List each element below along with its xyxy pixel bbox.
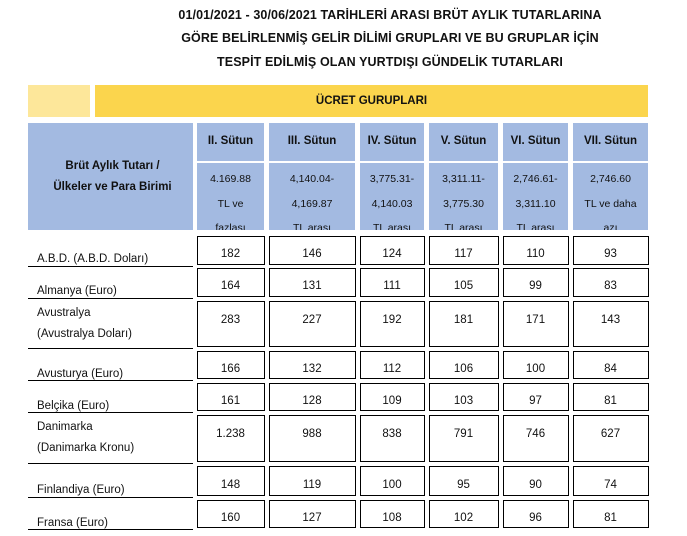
cell-border-right — [498, 268, 499, 297]
column-range-line: TL ve — [217, 198, 244, 210]
cell-border-right — [264, 268, 265, 297]
table-cell: 1.238 — [216, 428, 245, 440]
row-label-line: Avustralya — [37, 307, 91, 319]
table-cell: 93 — [604, 248, 617, 260]
cell-border-right — [568, 383, 569, 411]
table-cell: 111 — [383, 280, 401, 292]
cell-border-bottom — [360, 410, 424, 411]
cell-border-top — [503, 301, 568, 302]
table-cell: 81 — [604, 394, 617, 407]
cell-border-right — [264, 351, 265, 379]
column-header-6: VI. Sütun — [503, 123, 568, 161]
row-label — [37, 513, 108, 534]
cell-border-top — [429, 301, 498, 302]
cell-border-top — [360, 415, 424, 416]
row-label-line: Fransa (Euro) — [37, 516, 108, 529]
column-range-4 — [360, 163, 424, 230]
cell-border-top — [269, 268, 355, 269]
row-label-line: Finlandiya (Euro) — [37, 483, 125, 496]
cell-border-top — [573, 415, 648, 416]
cell-border-right — [648, 351, 649, 379]
row-label — [37, 417, 134, 459]
cell-border-right — [424, 383, 425, 411]
table-cell: 131 — [302, 280, 322, 292]
cell-border-bottom — [197, 461, 264, 462]
cell-border-top — [360, 351, 424, 352]
header-left-cell — [28, 123, 193, 230]
cell-border-bottom — [429, 346, 498, 347]
cell-border-right — [568, 351, 569, 379]
table-cell: 283 — [220, 313, 241, 326]
column-header-2: II. Sütun — [197, 123, 264, 161]
cell-border-bottom — [197, 346, 264, 347]
column-range-line: 4,169.87 — [291, 198, 333, 210]
table-cell: 90 — [529, 478, 542, 491]
table-cell: 192 — [382, 313, 402, 326]
column-range-3 — [269, 163, 355, 230]
table-cell: 161 — [220, 394, 241, 407]
table-cell: 117 — [454, 248, 473, 260]
cell-border-top — [360, 301, 424, 302]
cell-border-top — [360, 466, 424, 467]
cell-border-bottom — [503, 410, 568, 411]
cell-border-bottom — [197, 495, 264, 496]
cell-border-right — [498, 466, 499, 496]
cell-border-bottom — [197, 378, 264, 379]
cell-border-right — [568, 500, 569, 528]
table-cell: 102 — [453, 511, 474, 524]
cell-border-bottom — [429, 410, 498, 411]
column-range-line: 3,775.31- — [369, 173, 415, 185]
table-cell: 127 — [302, 511, 322, 524]
cell-border-right — [264, 236, 265, 265]
cell-border-right — [264, 500, 265, 528]
cell-border-bottom — [269, 296, 355, 297]
row-label-line: Belçika (Euro) — [37, 399, 110, 412]
table-cell: 128 — [302, 394, 322, 407]
row-label-line: Avusturya (Euro) — [37, 367, 124, 380]
cell-border-right — [498, 301, 499, 347]
cell-border-right — [648, 236, 649, 265]
table-cell: 143 — [600, 313, 621, 326]
row-label-line: A.B.D. (A.B.D. Doları) — [37, 253, 149, 265]
table-cell: 838 — [382, 428, 402, 440]
cell-border-top — [269, 383, 355, 384]
row-label — [37, 396, 109, 417]
column-range-line: 3,311.10 — [515, 198, 556, 210]
row-label-line: (Avustralya Doları) — [37, 328, 133, 340]
cell-border-bottom — [573, 378, 648, 379]
cell-border-top — [197, 268, 264, 269]
cell-border-right — [424, 351, 425, 379]
table-cell: 112 — [382, 362, 402, 375]
cell-border-bottom — [269, 495, 355, 496]
cell-border-bottom — [573, 495, 648, 496]
table-cell: 166 — [220, 362, 241, 375]
cell-border-right — [568, 236, 569, 265]
table-cell: 83 — [604, 280, 617, 292]
cell-border-top — [360, 500, 424, 501]
cell-border-right — [264, 383, 265, 411]
cell-border-top — [197, 236, 264, 237]
column-range-line: fazlası — [215, 222, 246, 230]
cell-border-bottom — [429, 527, 498, 528]
cell-border-bottom — [503, 378, 568, 379]
cell-border-bottom — [360, 495, 424, 496]
cell-border-right — [264, 466, 265, 496]
table-cell: 146 — [302, 248, 322, 260]
cell-border-top — [197, 415, 264, 416]
cell-border-bottom — [360, 527, 424, 528]
cell-border-right — [568, 466, 569, 496]
table-cell: 132 — [302, 362, 322, 375]
table-cell: 110 — [526, 248, 545, 260]
cell-border-bottom — [503, 527, 568, 528]
cell-border-bottom — [360, 461, 424, 462]
cell-border-top — [429, 268, 498, 269]
cell-border-top — [573, 268, 648, 269]
table-cell: 95 — [457, 478, 470, 491]
column-range-line: 2,746.61- — [513, 173, 558, 185]
cell-border-bottom — [429, 495, 498, 496]
band-corner — [28, 85, 90, 117]
cell-border-top — [503, 383, 568, 384]
column-range-7 — [573, 163, 648, 230]
cell-border-right — [264, 301, 265, 347]
table-cell: 84 — [604, 362, 617, 375]
cell-border-top — [429, 415, 498, 416]
cell-border-bottom — [197, 296, 264, 297]
cell-border-bottom — [269, 346, 355, 347]
column-range-line: 4.169.88 — [210, 173, 251, 185]
title-line-1: 01/01/2021 - 30/06/2021 TARİHLERİ ARASI BRÜT AYLIK TUTARLARINA — [178, 8, 602, 22]
cell-border-top — [360, 236, 424, 237]
table-cell: 160 — [220, 511, 241, 524]
row-label — [37, 249, 148, 270]
cell-border-right — [498, 383, 499, 411]
row-divider — [28, 348, 193, 349]
cell-border-right — [424, 500, 425, 528]
cell-border-bottom — [503, 495, 568, 496]
cell-border-top — [197, 301, 264, 302]
row-label — [37, 281, 117, 302]
table-cell: 988 — [302, 428, 322, 440]
row-label-line: Almanya (Euro) — [37, 285, 117, 297]
wage-groups-band: ÜCRET GURUPLARI — [95, 85, 648, 117]
cell-border-bottom — [429, 461, 498, 462]
cell-border-top — [429, 351, 498, 352]
column-header-3: III. Sütun — [269, 123, 355, 161]
cell-border-right — [264, 415, 265, 462]
cell-border-top — [269, 236, 355, 237]
column-range-line: TL arası — [444, 222, 483, 230]
column-range-5 — [429, 163, 498, 230]
cell-border-top — [429, 466, 498, 467]
cell-border-right — [355, 500, 356, 528]
title-line-2: GÖRE BELİRLENMİŞ GELİR DİLİMİ GRUPLARI VE BU GRUPLAR İÇİN — [181, 31, 599, 45]
title-line-3: TESPİT EDİLMİŞ OLAN YURTDIŞI GÜNDELİK TUTARLARI — [217, 55, 563, 69]
row-label-line: (Danimarka Kronu) — [37, 442, 135, 454]
table-cell: 99 — [529, 280, 542, 292]
cell-border-bottom — [197, 264, 264, 265]
header-left-line-1: Brüt Aylık Tutarı / — [65, 160, 160, 172]
cell-border-right — [648, 500, 649, 528]
cell-border-bottom — [360, 264, 424, 265]
table-cell: 791 — [453, 428, 474, 440]
cell-border-right — [424, 301, 425, 347]
cell-border-right — [648, 301, 649, 347]
table-cell: 105 — [453, 280, 474, 292]
cell-border-bottom — [503, 296, 568, 297]
cell-border-right — [355, 268, 356, 297]
cell-border-top — [573, 466, 648, 467]
table-cell: 106 — [453, 362, 474, 375]
column-header-7: VII. Sütun — [573, 123, 648, 161]
table-cell: 100 — [382, 478, 402, 491]
column-range-line: TL arası — [516, 222, 555, 230]
cell-border-right — [424, 466, 425, 496]
cell-border-right — [355, 301, 356, 347]
cell-border-bottom — [503, 461, 568, 462]
cell-border-bottom — [360, 346, 424, 347]
cell-border-top — [269, 351, 355, 352]
table-cell: 97 — [529, 394, 542, 407]
cell-border-bottom — [197, 410, 264, 411]
cell-border-top — [503, 466, 568, 467]
cell-border-top — [429, 500, 498, 501]
cell-border-right — [424, 236, 425, 265]
cell-border-top — [197, 466, 264, 467]
row-label — [37, 364, 123, 385]
column-range-line: 3,311.11- — [442, 173, 485, 185]
column-range-line: 2,746.60 — [590, 173, 631, 185]
cell-border-right — [355, 415, 356, 462]
table-cell: 108 — [382, 511, 402, 524]
table-cell: 182 — [220, 248, 241, 260]
cell-border-top — [429, 383, 498, 384]
cell-border-right — [568, 415, 569, 462]
column-range-line: 4,140.03 — [371, 198, 413, 210]
column-header-4: IV. Sütun — [360, 123, 424, 161]
row-label — [37, 303, 132, 345]
cell-border-top — [197, 351, 264, 352]
cell-border-bottom — [503, 264, 568, 265]
cell-border-right — [498, 236, 499, 265]
cell-border-top — [360, 383, 424, 384]
cell-border-top — [573, 351, 648, 352]
cell-border-top — [269, 415, 355, 416]
column-range-6 — [503, 163, 568, 230]
table-cell: 74 — [604, 478, 617, 491]
table-cell: 627 — [600, 428, 621, 440]
cell-border-bottom — [269, 264, 355, 265]
cell-border-bottom — [573, 461, 648, 462]
cell-border-right — [355, 351, 356, 379]
cell-border-top — [503, 351, 568, 352]
cell-border-right — [424, 415, 425, 462]
cell-border-right — [568, 268, 569, 297]
column-range-line: 4,140.04- — [289, 173, 335, 185]
cell-border-right — [648, 383, 649, 411]
table-cell: 96 — [529, 511, 542, 524]
cell-border-bottom — [573, 296, 648, 297]
cell-border-right — [498, 500, 499, 528]
cell-border-right — [498, 415, 499, 462]
cell-border-top — [269, 466, 355, 467]
table-cell: 181 — [453, 313, 474, 326]
cell-border-right — [355, 383, 356, 411]
cell-border-right — [355, 466, 356, 496]
cell-border-right — [648, 268, 649, 297]
cell-border-top — [197, 383, 264, 384]
cell-border-top — [269, 301, 355, 302]
table-cell: 103 — [453, 394, 474, 407]
cell-border-top — [573, 301, 648, 302]
table-cell: 124 — [382, 248, 402, 260]
cell-border-top — [360, 268, 424, 269]
cell-border-bottom — [269, 527, 355, 528]
cell-border-top — [503, 268, 568, 269]
cell-border-bottom — [269, 410, 355, 411]
cell-border-bottom — [269, 378, 355, 379]
cell-border-top — [503, 236, 568, 237]
cell-border-right — [648, 466, 649, 496]
table-cell: 227 — [302, 313, 322, 326]
cell-border-bottom — [573, 527, 648, 528]
cell-border-bottom — [429, 264, 498, 265]
column-range-2 — [197, 163, 264, 230]
table-cell: 746 — [525, 428, 546, 440]
column-range-line: TL arası — [372, 222, 412, 230]
table-cell: 100 — [525, 362, 546, 375]
cell-border-top — [269, 500, 355, 501]
column-range-line: 3,775.30 — [443, 198, 484, 210]
cell-border-bottom — [429, 378, 498, 379]
cell-border-top — [573, 500, 648, 501]
cell-border-top — [503, 415, 568, 416]
column-range-line: TL arası — [292, 222, 332, 230]
cell-border-right — [355, 236, 356, 265]
row-divider — [28, 463, 193, 464]
table-cell: 109 — [382, 394, 402, 407]
cell-border-right — [568, 301, 569, 347]
table-cell: 171 — [525, 313, 546, 326]
header-left-line-2: Ülkeler ve Para Birimi — [53, 181, 172, 193]
column-range-line: TL ve daha — [584, 198, 637, 210]
column-range-line: azı — [603, 222, 618, 230]
table-cell: 148 — [220, 478, 241, 491]
cell-border-bottom — [573, 346, 648, 347]
cell-border-top — [573, 383, 648, 384]
cell-border-top — [197, 500, 264, 501]
cell-border-bottom — [360, 378, 424, 379]
row-label-line: Danimarka — [37, 421, 93, 433]
cell-border-bottom — [269, 461, 355, 462]
cell-border-bottom — [573, 410, 648, 411]
cell-border-bottom — [197, 527, 264, 528]
cell-border-top — [429, 236, 498, 237]
table-cell: 164 — [220, 280, 241, 292]
cell-border-bottom — [573, 264, 648, 265]
cell-border-right — [424, 268, 425, 297]
cell-border-right — [498, 351, 499, 379]
cell-border-top — [573, 236, 648, 237]
row-label — [37, 480, 125, 501]
cell-border-bottom — [503, 346, 568, 347]
cell-border-right — [648, 415, 649, 462]
column-header-5: V. Sütun — [429, 123, 498, 161]
cell-border-top — [503, 500, 568, 501]
cell-border-bottom — [360, 296, 424, 297]
cell-border-bottom — [429, 296, 498, 297]
table-cell: 81 — [604, 511, 617, 524]
table-cell: 119 — [302, 478, 322, 491]
